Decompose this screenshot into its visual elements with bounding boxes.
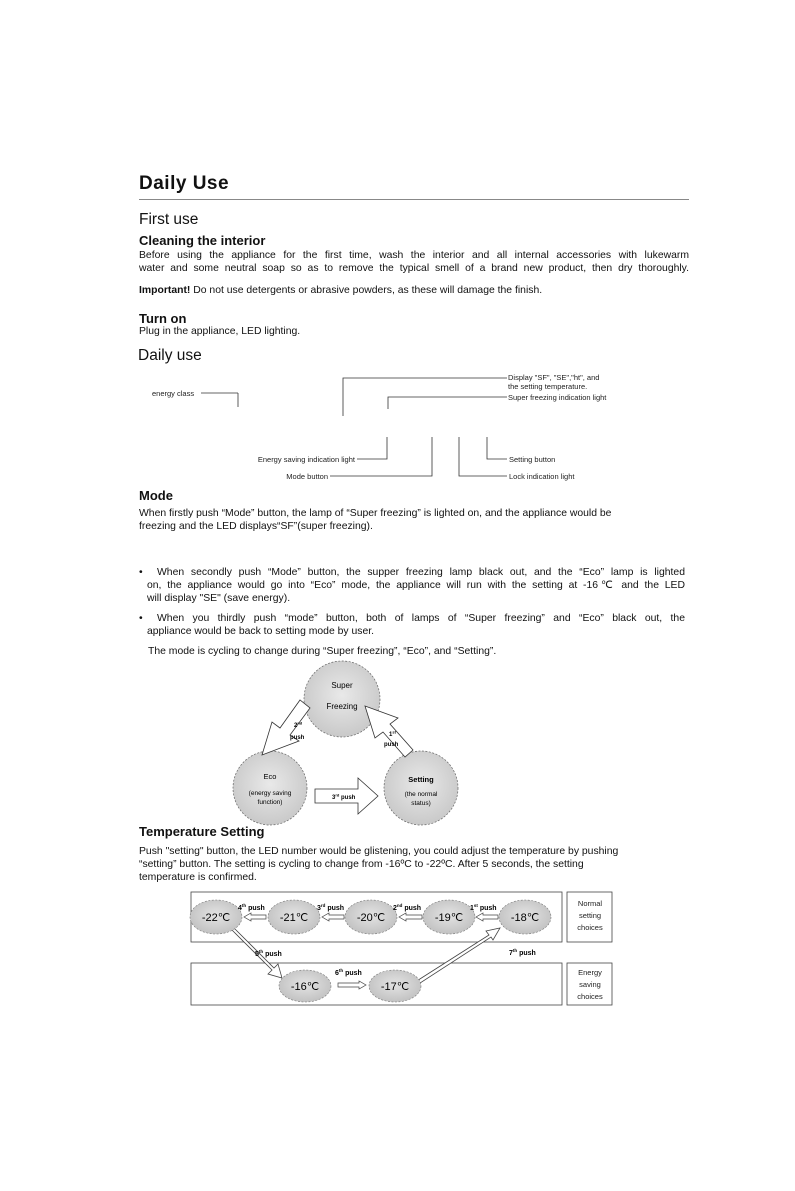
mode-cycle-text: The mode is cycling to change during “Super freezing”, “Eco”, and “Setting”. (148, 646, 497, 657)
label-energy-class: energy class (152, 389, 195, 398)
energy-label-3: choices (577, 992, 603, 1001)
mode-p1-line-2: freezing and the LED displays“SF”(super freezing). (139, 521, 373, 532)
temperature-line-2: “setting” button. The setting is cycling to change from -16ºC to -22ºC. After 5 seconds, the setting (139, 859, 584, 870)
label-super-freezing-light: Super freezing indication light (508, 393, 607, 402)
temp-step-arrow (244, 913, 266, 921)
mode-p1-line-1: When firstly push “Mode” button, the lamp of “Super freezing” is lighted on, and the appliance would be (139, 508, 612, 519)
temp-value-normal: -19℃ (434, 912, 464, 924)
turn-on-heading: Turn on (139, 311, 187, 326)
push3-label: 3rd push (332, 792, 356, 801)
mode-b1-line-1: When secondly push “Mode” button, the supper freezing lamp black out, and the “Eco” lamp is lighted (157, 567, 685, 578)
mode-heading: Mode (139, 488, 173, 503)
temp-value-normal: -22℃ (201, 912, 231, 924)
temp-push-label: 7th push (509, 948, 536, 957)
normal-label-1: Normal (577, 899, 603, 908)
push2-label: 2nd (294, 720, 303, 729)
temp-push-label: 2nd push (393, 903, 422, 912)
temperature-line-1: Push "setting" button, the LED number would be glistening, you could adjust the temperature by pushing (139, 846, 619, 857)
temp-step-arrow (399, 913, 422, 921)
temp-value-energy: -17℃ (380, 981, 410, 993)
eco-line-1: (energy saving (248, 790, 292, 797)
label-mode-button: Mode button (286, 472, 328, 481)
arrow-7th-push (412, 928, 500, 987)
super-line-2: Freezing (326, 702, 358, 711)
eco-line-2: function) (257, 799, 283, 806)
mode-b1-line-2: on, the appliance would go into “Eco” mode, the appliance will run with the setting at -16℃ and the LED (147, 580, 685, 591)
setting-line-2: status) (411, 800, 431, 807)
eco-title: Eco (263, 772, 277, 781)
push1-word: push (384, 742, 399, 748)
bullet-1: • (139, 567, 143, 578)
normal-label-3: choices (577, 923, 603, 932)
mode-b1-line-3: will display "SE" (save energy). (147, 593, 291, 604)
energy-label-1: Energy (578, 968, 602, 977)
label-energy-saving-light: Energy saving indication light (257, 455, 355, 464)
temp-step-arrow-energy (338, 981, 366, 989)
label-display-2: the setting temperature. (508, 382, 588, 391)
temp-value-energy: -16℃ (290, 981, 320, 993)
push1-label: 1st (389, 729, 396, 738)
important-text: Do not use detergents or abrasive powders, as these will damage the finish. (190, 285, 543, 296)
label-lock-light: Lock indication light (509, 472, 575, 481)
energy-label-2: saving (579, 980, 601, 989)
important-label: Important! (139, 285, 191, 296)
super-line-1: Super (331, 681, 353, 690)
temp-push-label: 3rd push (317, 903, 345, 912)
label-setting-button: Setting button (509, 455, 556, 464)
temp-step-arrow (322, 913, 344, 921)
temp-push-label: 1st push (470, 903, 497, 912)
temp-value-normal: -21℃ (279, 912, 309, 924)
temp-step-arrow (476, 913, 498, 921)
cleaning-heading: Cleaning the interior (139, 233, 266, 248)
temp-value-normal: -18℃ (510, 912, 540, 924)
daily-use-heading: Daily use (138, 347, 202, 364)
temperature-line-3: temperature is confirmed. (139, 872, 257, 883)
temp-value-normal: -20℃ (356, 912, 386, 924)
mode-b2-line-1: When you thirdly push “mode” button, both of lamps of “Super freezing” and “Eco” black out, the (157, 613, 685, 624)
temperature-heading: Temperature Setting (139, 824, 265, 839)
page-title: Daily Use (139, 173, 230, 194)
temp-push-label: 6th push (335, 968, 362, 977)
first-use-heading: First use (139, 211, 199, 228)
cleaning-line-2: water and some neutral soap so as to remove the typical smell of a brand new product, then dry thoroughly. (139, 263, 689, 274)
bullet-2: • (139, 613, 143, 624)
label-display-1: Display "SF", "SE","ht", and (508, 373, 600, 382)
temp-push-label: 4th push (238, 903, 265, 912)
mode-b2-line-2: appliance would be back to setting mode by user. (147, 626, 375, 637)
cleaning-line-1: Before using the appliance for the first time, wash the interior and all internal accessories with lukewarm (139, 250, 689, 261)
normal-label-2: setting (578, 911, 602, 920)
temp-push-label: 5th push (255, 949, 282, 958)
setting-title: Setting (408, 775, 434, 784)
turn-on-text: Plug in the appliance, LED lighting. (139, 326, 301, 337)
setting-line-1: (the normal (404, 791, 438, 798)
push2-word: push (290, 735, 305, 741)
